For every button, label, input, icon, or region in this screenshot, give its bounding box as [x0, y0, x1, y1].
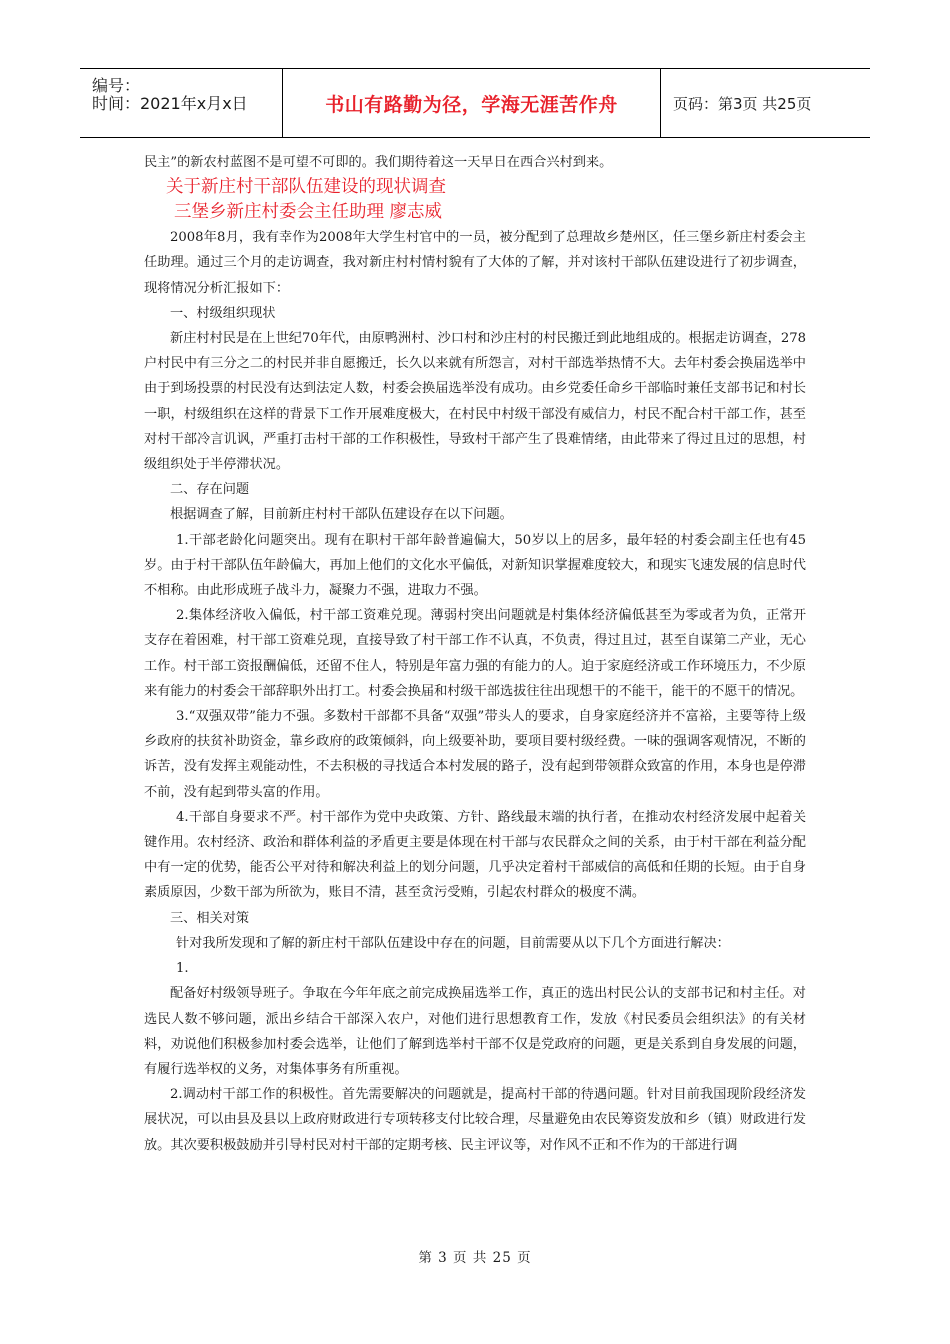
section-heading: 一、村级组织现状: [170, 305, 276, 321]
section-heading: 三、相关对策: [170, 910, 250, 926]
page-header: [80, 68, 870, 138]
list-item: 4.干部自身要求不严。村干部作为党中央政策、方针、路线最末端的执行者，在推动农村经济发展中起着关键作用。农村经济、政治和群体利益的矛盾更主要是体现在村干部与农民群众之间的关系，由于村干部在利益分配中有一定的优势，能否公平对待和解决利益上的划分问题，几乎决定着村干部威信的高低和任期的长短。由于自身素质原因，少数干部为所欲为，账目不清，甚至贪污受贿，引起农村群众的极度不满。: [144, 809, 806, 901]
paragraph: 配备好村级领导班子。争取在今年年底之前完成换届选举工作，真正的选出村民公认的支部书记和村主任。对选民人数不够问题，派出乡结合干部深入农户，对他们进行思想教育工作，发放《村民委员会组织法》的有关材料，劝说他们积极参加村委会选举，让他们了解到选举村干部不仅是党政府的问题，更是关系到自身发展的问题，有履行选举权的义务，对集体事务有所重视。: [144, 986, 806, 1077]
list-item: 3.“双强双带”能力不强。多数村干部都不具备“双强”带头人的要求，自身家庭经济并不富裕，主要等待上级乡政府的扶贫补助资金，靠乡政府的政策倾斜，向上级要补助，要项目要村级经费。一味的强调客观情况，不断的诉苦，没有发挥主观能动性，不去积极的寻找适合本村发展的路子，没有起到带领群众致富的作用，本身也是停滞不前，没有起到带头富的作用。: [144, 709, 806, 800]
paragraph: 根据调查了解，目前新庄村村干部队伍建设存在以下问题。: [170, 507, 513, 523]
header-meta: [80, 69, 283, 137]
list-item: 2.调动村干部工作的积极性。首先需要解决的问题就是，提高村干部的待遇问题。针对目前我国现阶段经济发展状况，可以由县及县以上政府财政进行专项转移支付比较合理，尽量避免由农民筹资发放和乡（镇）财政进行发放。其次要积极鼓励并引导村民对村干部的定期考核、民主评议等，对作风不正和不作为的干部进行调: [144, 1087, 806, 1153]
document-number-label: 编号：: [92, 76, 141, 95]
header-page-info: 页码：第3页 共25页: [673, 94, 812, 113]
article-author: 三堡乡新庄村委会主任助理 廖志威: [174, 202, 443, 223]
document-body: [144, 150, 806, 1158]
paragraph: 针对我所发现和了解的新庄村干部队伍建设中存在的问题，目前需要从以下几个方面进行解决：: [176, 935, 730, 951]
article-title: 关于新庄村干部队伍建设的现状调查: [166, 177, 446, 198]
page-footer: 第 3 页 共 25 页: [418, 1250, 532, 1266]
list-item: 1.干部老龄化问题突出。现有在职村干部年龄普遍偏大，50岁以上的居多，最年轻的村委会副主任也有45岁。由于村干部队伍年龄偏大，再加上他们的文化水平偏低，对新知识掌握难度较大，和现实飞速发展的信息时代不相称。由此形成班子战斗力，凝聚力不强，进取力不强。: [144, 532, 806, 599]
intro-line: 民主”的新农村蓝图不是可望不可即的。我们期待着这一天早日在西合兴村到来。: [144, 155, 613, 170]
section-heading: 二、存在问题: [170, 482, 250, 498]
paragraph-intro: 2008年8月，我有幸作为2008年大学生村官中的一员，被分配到了总理故乡楚州区，任三堡乡新庄村委会主任助理。通过三个月的走访调查，我对新庄村村情村貌有了大体的了解，并对该村干部队伍建设进行了初步调查，现将情况分析汇报如下：: [144, 230, 806, 296]
list-item: 2.集体经济收入偏低，村干部工资难兑现。薄弱村突出问题就是村集体经济偏低甚至为零或者为负，正常开支存在着困难，村干部工资难兑现，直接导致了村干部工作不认真，不负责，得过且过，甚至自谋第二产业，无心工作。村干部工资报酬偏低，还留不住人，特别是年富力强的有能力的人。迫于家庭经济或工作环境压力，不少原来有能力的村委会干部辞职外出打工。村委会换届和村级干部选拔往往出现想干的不能干，能干的不愿干的情况。: [144, 608, 806, 699]
document-time-label: 时间：2021年x月x日: [92, 94, 248, 113]
paragraph: 新庄村村民是在上世纪70年代，由原鸭洲村、沙口村和沙庄村的村民搬迁到此地组成的。根据走访调查，278户村民中有三分之二的村民并非自愿搬迁，长久以来就有所怨言，对村干部选举热情不大。去年村委会换届选举中由于到场投票的村民没有达到法定人数，村委会换届选举没有成功。由乡党委任命乡干部临时兼任支部书记和村长一职，村级组织在这样的背景下工作开展难度极大，在村民中村级干部没有威信力，村民不配合村干部工作，甚至对村干部冷言讥讽，严重打击村干部的工作积极性，导致村干部产生了畏难情绪，由此带来了得过且过的思想，村级组织处于半停滞状况。: [144, 331, 806, 473]
header-motto: 书山有路勤为径，学海无涯苦作舟: [325, 93, 618, 116]
header-motto-cell: [283, 69, 661, 137]
list-item-number: 1.: [176, 961, 189, 977]
